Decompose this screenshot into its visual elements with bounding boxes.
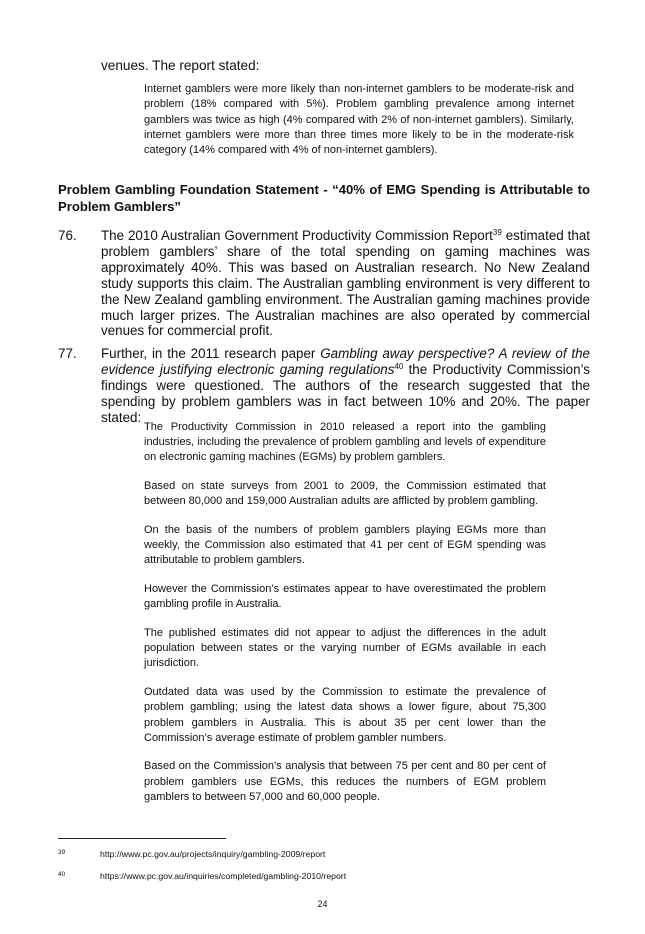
paragraph-number: 76.	[58, 228, 77, 243]
block-quote-internet-gamblers: Internet gamblers were more likely than non-internet gamblers to be moderate-risk and problem (18% compared with 5%). Problem gambling prevalence among internet gamblers was twice as high (4% compared with 2% of non-internet gamblers). Similarly, internet gamblers were more than three times more likely to be in the moderate-risk category (14% compared with 4% of non-internet gamblers).	[144, 83, 574, 157]
paragraph-text: Further, in the 2011 research paper	[101, 346, 321, 361]
footnote-ref-39[interactable]: 39	[492, 228, 502, 237]
footnote-number: 40	[58, 871, 66, 878]
paragraph-text: estimated that problem gamblers’ share of the total spending on gaming machines was approximately 40%. This was based on Australian research. No New Zealand study supports this claim. The Australian gambling environment is very different to the New Zealand gambling environment. The Australian gaming machines provide much larger prizes. The Australian machines are also operated by commercial venues for commercial profit.	[101, 228, 590, 339]
paper-title: Gambling away perspective? A review of the evidence justifying electronic gaming regulations	[101, 346, 590, 377]
quote-paragraph: However the Commission’s estimates appear to have overestimated the problem gambling profile in Australia.	[144, 583, 546, 611]
section-heading: Problem Gambling Foundation Statement - “40% of EMG Spending is Attributable to Problem Gamblers”	[58, 182, 590, 214]
page-number: 24	[317, 899, 328, 909]
paragraph-text: The 2010 Australian Government Productivity Commission Report	[101, 228, 493, 243]
quote-paragraph: The Productivity Commission in 2010 released a report into the gambling industries, including the prevalence of problem gambling and levels of expenditure on electronic gaming machines (EGMs) by problem gamblers.	[144, 421, 546, 464]
intro-text: venues. The report stated:	[101, 58, 260, 73]
footnote-ref-40[interactable]: 40	[394, 361, 404, 371]
paragraph-77	[58, 346, 590, 426]
quote-paragraph: Based on the Commission’s analysis that between 75 per cent and 80 per cent of problem gamblers use EGMs, this reduces the numbers of EGM problem gamblers to between 57,000 and 60,000 people.	[144, 760, 546, 803]
paragraph-body	[101, 346, 590, 426]
footnote-separator	[58, 838, 226, 839]
quote-paragraph: Based on state surveys from 2001 to 2009, the Commission estimated that between 80,000 and 159,000 Australian adults are afflicted by problem gambling.	[144, 480, 546, 508]
block-quote-paper	[144, 420, 546, 819]
paragraph-text: the Productivity Commission’s findings were questioned. The authors of the research suggested that the spending by problem gamblers was in fact between 10% and 20%. The paper stated:	[101, 361, 590, 425]
paragraph-number: 77.	[58, 346, 77, 361]
footnote-link[interactable]: https://www.pc.gov.au/inquiries/completed/gambling-2010/report	[100, 871, 347, 881]
quote-paragraph: Outdated data was used by the Commission to estimate the prevalence of problem gambling; using the latest data shows a lower figure, about 75,300 problem gamblers in Australia. This is about 35 per cent lower than the Commission’s average estimate of problem gambler numbers.	[144, 686, 546, 744]
footnote-number: 39	[58, 849, 66, 856]
paragraph-76	[58, 228, 590, 339]
quote-paragraph: The published estimates did not appear to adjust the differences in the adult population between states or the varying number of EGMs available in each jurisdiction.	[144, 627, 546, 670]
paragraph-body	[101, 228, 590, 339]
footnote-link[interactable]: http://www.pc.gov.au/projects/inquiry/gambling-2009/report	[100, 849, 326, 859]
quote-paragraph: On the basis of the numbers of problem gamblers playing EGMs more than weekly, the Commission also estimated that 41 per cent of EGM spending was attributable to problem gamblers.	[144, 524, 546, 567]
